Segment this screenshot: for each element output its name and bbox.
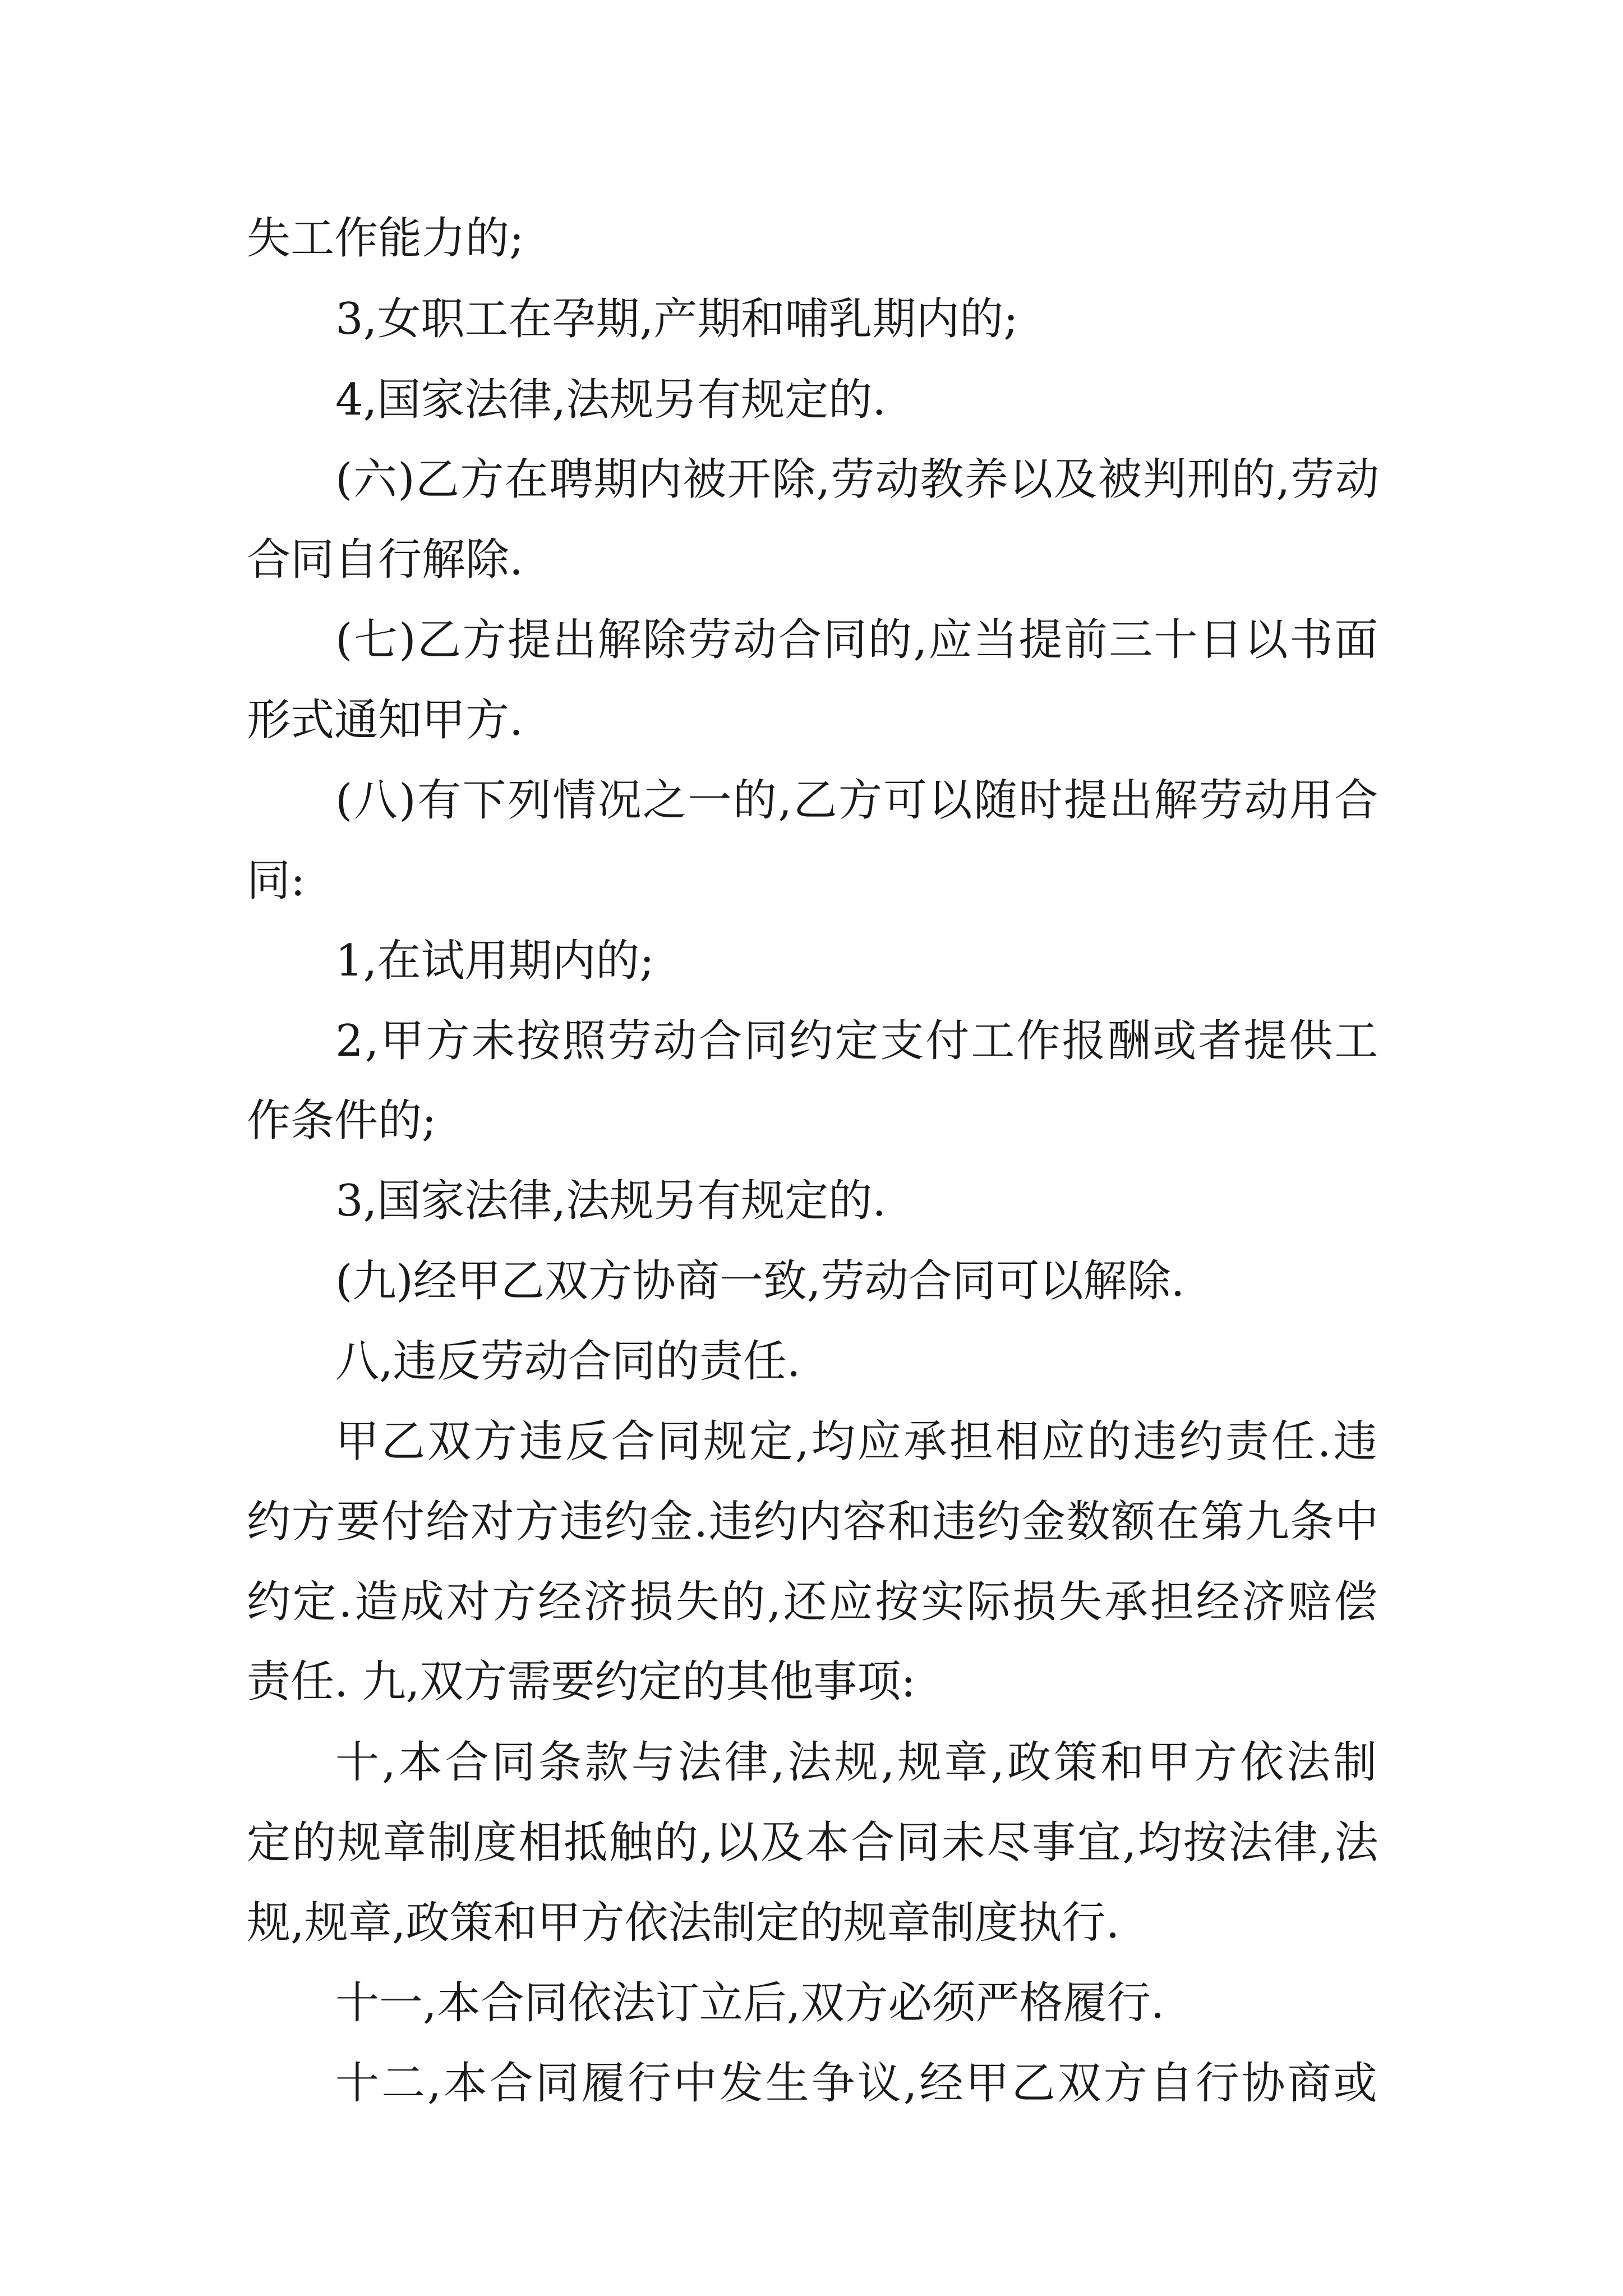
text-line: (六)乙方在聘期内被开除,劳动教养以及被判刑的,劳动 bbox=[335, 454, 1380, 505]
text-line: 约方要付给对方违约金.违约内容和违约金数额在第九条中 bbox=[247, 1497, 1380, 1547]
text-line: 1,在试用期内的; bbox=[335, 936, 654, 986]
text-line: 失工作能力的; bbox=[247, 213, 524, 264]
text-line: 规,规章,政策和甲方依法制定的规章制度执行. bbox=[247, 1898, 1120, 1948]
text-line: 十一,本合同依法订立后,双方必须严格履行. bbox=[335, 1978, 1165, 2028]
text-line: 十二,本合同履行中发生争议,经甲乙双方自行协商或 bbox=[335, 2058, 1380, 2109]
text-line: 责任. 九,双方需要约定的其他事项: bbox=[247, 1657, 916, 1707]
text-line: 约定.造成对方经济损失的,还应按实际损失承担经济赔偿 bbox=[247, 1577, 1380, 1627]
text-line: 甲乙双方违反合同规定,均应承担相应的违约责任.违 bbox=[335, 1416, 1380, 1467]
text-line: 八,违反劳动合同的责任. bbox=[335, 1336, 801, 1387]
text-line: 合同自行解除. bbox=[247, 535, 523, 585]
text-line: 定的规章制度相抵触的,以及本合同未尽事宜,均按法律,法 bbox=[247, 1818, 1380, 1868]
text-line: 3,国家法律,法规另有规定的. bbox=[335, 1176, 887, 1226]
text-line: 十,本合同条款与法律,法规,规章,政策和甲方依法制 bbox=[335, 1737, 1380, 1788]
text-line: 2,甲方未按照劳动合同约定支付工作报酬或者提供工 bbox=[335, 1016, 1380, 1066]
text-line: 形式通知甲方. bbox=[247, 695, 523, 746]
text-line: (九)经甲乙双方协商一致,劳动合同可以解除. bbox=[335, 1256, 1185, 1306]
text-line: 同: bbox=[247, 855, 306, 906]
text-line: 作条件的; bbox=[247, 1096, 437, 1146]
text-line: (七)乙方提出解除劳动合同的,应当提前三十日以书面 bbox=[335, 615, 1380, 665]
text-line: (八)有下列情况之一的,乙方可以随时提出解劳动用合 bbox=[335, 775, 1380, 826]
text-line: 3,女职工在孕期,产期和哺乳期内的; bbox=[335, 294, 1018, 344]
text-line: 4,国家法律,法规另有规定的. bbox=[335, 375, 887, 425]
